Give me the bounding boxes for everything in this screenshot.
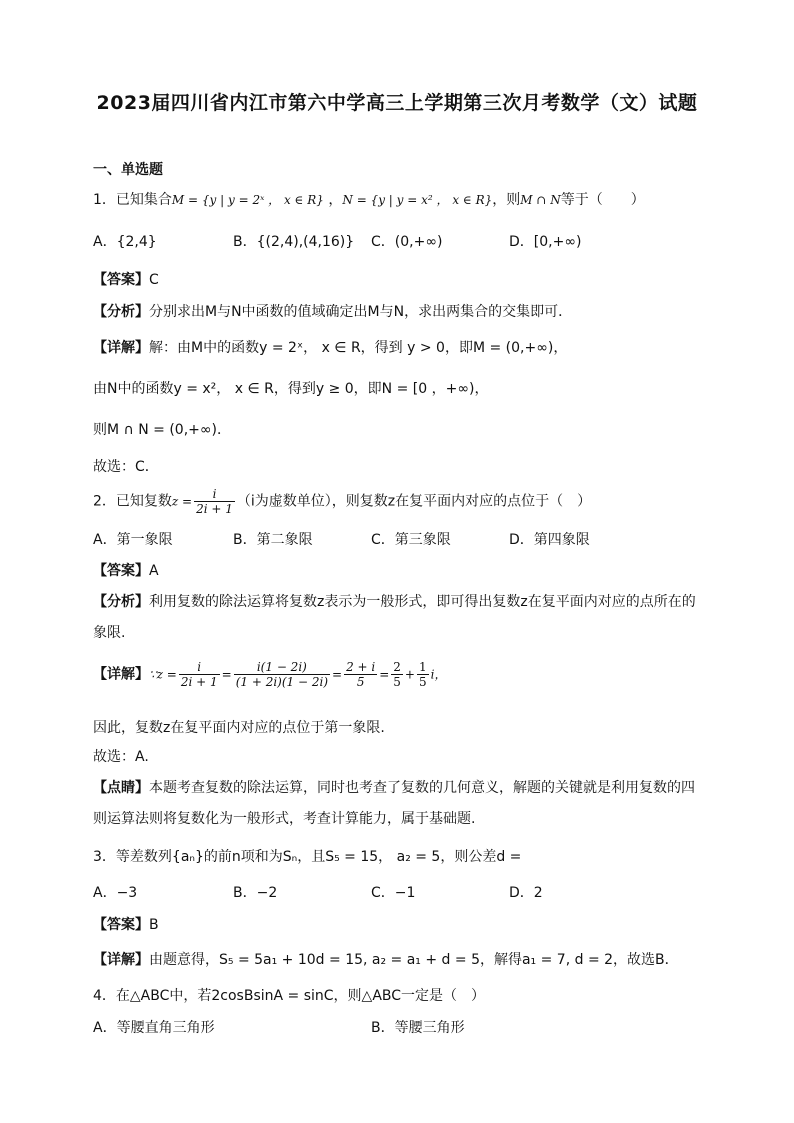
- q2-comment-2: 则运算法则将复数化为一般形式，考查计算能力，属于基础题.: [93, 811, 476, 827]
- question-1-stem: 1．已知集合M = {y | y = 2ˣ ， x ∈ R} ，N = {y | y = x² ， x ∈ R}，则M ∩ N等于（ ）: [93, 192, 645, 208]
- comment-text: 本题考查复数的除法运算，同时也考查了复数的几何意义，解题的关键就是利用复数的四: [149, 780, 695, 796]
- page-title: 2023届四川省内江市第六中学高三上学期第三次月考数学（文）试题: [96, 92, 698, 114]
- answer-label: 【答案】: [93, 917, 149, 933]
- q1-answer: [93, 270, 159, 290]
- q1-detail-3: 则M ∩ N = (0,+∞)．: [93, 422, 232, 438]
- q1-option-c: C．(0,+∞): [371, 234, 443, 250]
- question-1-options: [93, 232, 693, 252]
- q2-detail-frac-2: $\frac{i(1 - 2i)}{(1 + 2i)(1 - 2i)}$: [235, 660, 328, 689]
- analysis-label: 【分析】: [93, 304, 149, 320]
- q2-option-c: C．第三象限: [371, 532, 451, 548]
- q2-option-d: D．第四象限: [509, 532, 590, 548]
- q1-option-b: B．{(2,4),(4,16)}: [233, 234, 355, 250]
- q2-detail-frac-1: $\frac{i}{2i + 1}$: [180, 660, 218, 689]
- question-4-stem: 4．在△ABC中，若2cosBsinA = sinC，则△ABC一定是（ ）: [93, 988, 486, 1004]
- q1-stem-a: 1．已知集合: [93, 192, 172, 208]
- detail-text: 解：由M中的函数y = 2ˣ， x ∈ R，得到 y > 0，即M = (0,+∞)，: [149, 340, 568, 356]
- q2-detail-frac-5: $\frac{1}{5}$: [418, 660, 427, 689]
- question-2-options: [93, 530, 693, 550]
- answer-value: A: [149, 563, 159, 579]
- answer-label: 【答案】: [93, 563, 149, 579]
- q1-option-d: D．[0,+∞): [509, 234, 582, 250]
- analysis-text: 分别求出M与N中函数的值域确定出M与N，求出两集合的交集即可．: [149, 304, 573, 320]
- question-3-stem: 3．等差数列{aₙ}的前n项和为Sₙ，且S₅ = 15， a₂ = 5，则公差d =: [93, 849, 522, 865]
- q3-option-b: B．−2: [233, 885, 278, 901]
- analysis-label: 【分析】: [93, 594, 149, 610]
- q2-analysis-2: 象限.: [93, 625, 126, 641]
- q2-comment-1: [93, 778, 695, 798]
- q2-option-a: A．第一象限: [93, 532, 173, 548]
- detail-label: 【详解】: [93, 340, 149, 356]
- answer-value: C: [149, 272, 159, 288]
- q1-conclusion: 故选：C．: [93, 459, 159, 475]
- detail-label: 【详解】: [93, 666, 149, 683]
- q3-option-d: D．2: [509, 885, 543, 901]
- detail-label: 【详解】: [93, 952, 149, 968]
- q3-option-a: A．−3: [93, 885, 138, 901]
- q2-fraction: $\frac{i}{2i + 1}$: [196, 487, 233, 516]
- q4-option-a: A．等腰直角三角形: [93, 1020, 215, 1036]
- q4-option-b: B．等腰三角形: [371, 1020, 465, 1036]
- q1-set-m: M = {y | y = 2ˣ ， x ∈ R}: [171, 193, 324, 207]
- q2-conclusion: 故选：A.: [93, 749, 149, 765]
- detail-text: 由题意得，S₅ = 5a₁ + 10d = 15, a₂ = a₁ + d = 5，解得a₁ = 7, d = 2，故选B．: [149, 952, 679, 968]
- q1-analysis: [93, 302, 572, 322]
- q1-set-n: N = {y | y = x² ， x ∈ R}: [342, 193, 493, 207]
- answer-label: 【答案】: [93, 272, 149, 288]
- answer-value: B: [149, 917, 159, 933]
- q2-detail-2: 因此，复数z在复平面内对应的点位于第一象限.: [93, 720, 385, 736]
- q2-detail-frac-4: $\frac{2}{5}$: [393, 660, 401, 689]
- question-3-options: [93, 883, 693, 903]
- q1-stem-c: 等于（ ）: [560, 192, 645, 208]
- q2-answer: [93, 561, 159, 581]
- q3-detail: [93, 950, 679, 970]
- q2-z: z =: [171, 494, 193, 509]
- question-4-options: [93, 1018, 693, 1038]
- q2-option-b: B．第二象限: [233, 532, 313, 548]
- q2-detail-frac-3: $\frac{2 + i}{5}$: [346, 660, 376, 689]
- analysis-text: 利用复数的除法运算将复数z表示为一般形式，即可得出复数z在复平面内对应的点所在的: [149, 594, 696, 610]
- q1-stem-b: ，则: [492, 192, 521, 208]
- q1-detail-2: 由N中的函数y = x²， x ∈ R，得到y ≥ 0，即N = [0 ，+∞)，: [93, 381, 489, 397]
- section-heading: 一、单选题: [93, 162, 163, 178]
- q3-answer: [93, 915, 159, 935]
- q3-option-c: C．−1: [371, 885, 416, 901]
- q1-detail-1: [93, 338, 567, 358]
- q1-option-a: A．{2,4}: [93, 234, 157, 250]
- q2-stem-a: 2．已知复数: [93, 493, 172, 510]
- comment-label: 【点睛】: [93, 780, 149, 796]
- question-2-stem: [93, 487, 591, 516]
- q1-expr: M ∩ N: [520, 193, 561, 207]
- q2-detail: 【详解】∵z = $\frac{i}{2i + 1}$ = $\frac{i(1 - 2i)}{(1 + 2i)(1 - 2i)}$ = $\frac{2 + i}{5}$ = $\frac{2}{5}$ + $\frac{1}{5}$ i，: [93, 660, 447, 689]
- q2-analysis-1: [93, 592, 696, 612]
- q2-stem-b: （i为虚数单位），则复数z在复平面内对应的点位于（ ）: [236, 493, 592, 510]
